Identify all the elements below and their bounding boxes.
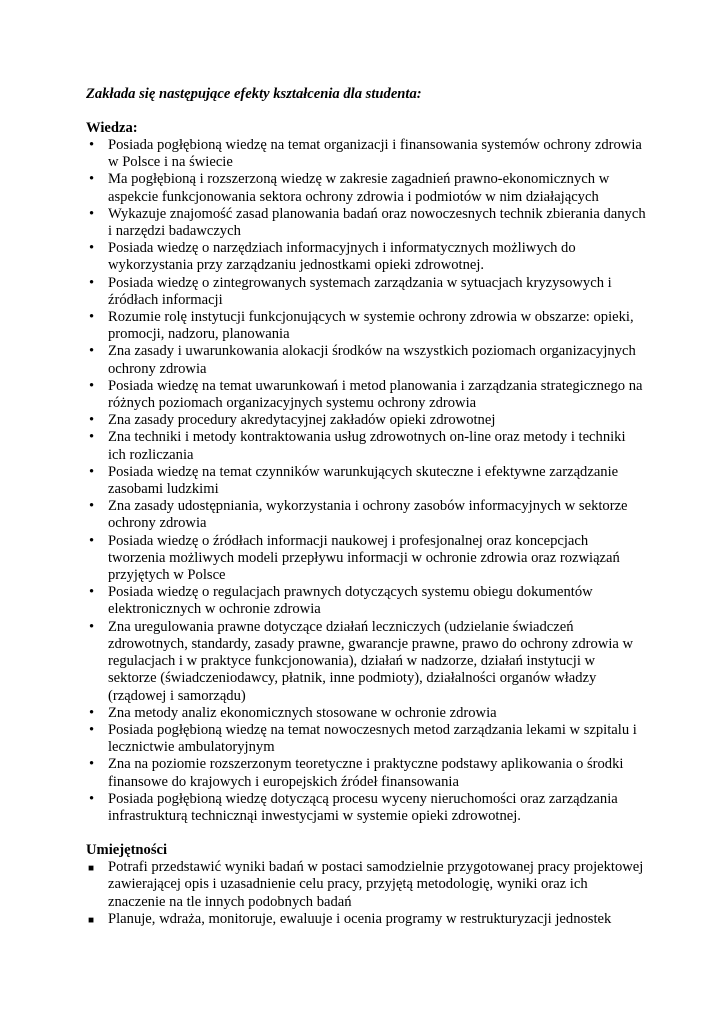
bullet-icon: • bbox=[89, 790, 95, 807]
umiejetnosci-list-item bbox=[86, 859, 646, 911]
bullet-icon: • bbox=[89, 274, 95, 291]
list-item-text: Posiada pogłębioną wiedzę dotyczącą procesu wyceny nieruchomości oraz zarządzania infrastrukturą technicznąi inwestycjami w systemie opieki zdrowotnej. bbox=[108, 790, 618, 824]
wiedza-list-item bbox=[86, 343, 646, 377]
umiejetnosci-list-item bbox=[86, 911, 646, 928]
wiedza-list-item bbox=[86, 722, 646, 756]
list-item-text: Posiada wiedzę o źródłach informacji naukowej i profesjonalnej oraz koncepcjach tworzenia możliwych modeli przepływu informacji w ochronie zdrowia oraz rozwiązań przyjętych w Polsce bbox=[108, 532, 620, 584]
intro-text: Zakłada się następujące efekty kształcenia dla studenta: bbox=[86, 86, 422, 102]
wiedza-list-item bbox=[86, 171, 646, 205]
wiedza-list-item bbox=[86, 584, 646, 618]
list-item-text: Posiada pogłębioną wiedzę na temat organizacji i finansowania systemów ochrony zdrowia w Polsce i na świecie bbox=[108, 137, 642, 171]
bullet-icon: • bbox=[89, 343, 95, 360]
list-item-text: Zna zasady procedury akredytacyjnej zakładów opieki zdrowotnej bbox=[108, 412, 496, 429]
bullet-icon: • bbox=[89, 498, 95, 515]
bullet-icon: ■ bbox=[88, 914, 95, 926]
list-item-text: Posiada wiedzę o zintegrowanych systemach zarządzania w sytuacjach kryzysowych i źródłach informacji bbox=[108, 274, 612, 308]
list-item-text: Posiada wiedzę na temat uwarunkowań i metod planowania i zarządzania strategicznego na różnych poziomach organizacyjnych systemu ochrony zdrowia bbox=[108, 377, 643, 412]
list-item-text: Posiada wiedzę o regulacjach prawnych dotyczących systemu obiegu dokumentów elektronicznych w ochronie zdrowia bbox=[108, 584, 593, 618]
document-page bbox=[86, 86, 646, 928]
wiedza-list-item bbox=[86, 464, 646, 498]
wiedza-list-item bbox=[86, 240, 646, 274]
list-item-text: Zna na poziomie rozszerzonym teoretyczne i praktyczne podstawy aplikowania o środki finansowe do krajowych i europejskich źródeł finansowania bbox=[108, 756, 624, 790]
wiedza-list-item bbox=[86, 137, 646, 171]
bullet-icon: • bbox=[89, 309, 95, 326]
wiedza-list-item bbox=[86, 412, 646, 429]
wiedza-list-item bbox=[86, 533, 646, 585]
bullet-icon: • bbox=[89, 532, 95, 549]
list-item-text: Planuje, wdraża, monitoruje, ewaluuje i ocenia programy w restrukturyzacji jednostek bbox=[108, 910, 612, 927]
bullet-icon: ■ bbox=[88, 863, 95, 875]
list-item-text: Zna metody analiz ekonomicznych stosowane w ochronie zdrowia bbox=[108, 704, 497, 721]
wiedza-list-item bbox=[86, 756, 646, 790]
bullet-icon: • bbox=[89, 240, 95, 257]
bullet-icon: • bbox=[89, 137, 95, 153]
list-item-text: Rozumie rolę instytucji funkcjonujących w systemie ochrony zdrowia w obszarze: opieki, promocji, nadzoru, planowania bbox=[108, 309, 634, 343]
wiedza-list-item bbox=[86, 619, 646, 705]
wiedza-list-item bbox=[86, 378, 646, 412]
bullet-icon: • bbox=[89, 756, 95, 773]
wiedza-list-item bbox=[86, 429, 646, 463]
bullet-icon: • bbox=[89, 721, 95, 738]
wiedza-list-item bbox=[86, 275, 646, 309]
bullet-icon: • bbox=[89, 171, 95, 188]
bullet-icon: • bbox=[89, 618, 95, 635]
list-item-text: Posiada wiedzę o narzędziach informacyjnych i informatycznych możliwych do wykorzystania przy zarządzaniu jednostkami opieki zdrowotnej. bbox=[108, 240, 576, 274]
umiejetnosci-list bbox=[86, 859, 646, 928]
list-item-text: Potrafi przedstawić wyniki badań w postaci samodzielnie przygotowanej pracy projektowej zawierającej opis i uzasadnienie celu pracy, przyjętą metodologię, wyniki oraz ich znaczenie na tle innych podobnych badań bbox=[108, 859, 644, 910]
list-item-text: Wykazuje znajomość zasad planowania badań oraz nowoczesnych technik zbierania danych i narzędzi badawczych bbox=[108, 205, 646, 240]
list-item-text: Zna zasady udostępniania, wykorzystania i ochrony zasobów informacyjnych w sektorze ochrony zdrowia bbox=[108, 498, 628, 532]
bullet-icon: • bbox=[89, 463, 95, 480]
bullet-icon: • bbox=[89, 412, 95, 429]
wiedza-list-item bbox=[86, 705, 646, 722]
bullet-icon: • bbox=[89, 429, 95, 446]
list-item-text: Zna techniki i metody kontraktowania usług zdrowotnych on-line oraz metody i techniki ich rozliczania bbox=[108, 429, 626, 463]
wiedza-list-item bbox=[86, 791, 646, 825]
list-item-text: Zna zasady i uwarunkowania alokacji środków na wszystkich poziomach organizacyjnych ochrony zdrowia bbox=[108, 343, 636, 377]
list-item-text: Posiada pogłębioną wiedzę na temat nowoczesnych metod zarządzania lekami w szpitalu i lecznictwie ambulatoryjnym bbox=[108, 721, 637, 756]
bullet-icon: • bbox=[89, 205, 95, 222]
section-gap bbox=[86, 825, 646, 842]
wiedza-list bbox=[86, 137, 646, 825]
list-item-text: Ma pogłębioną i rozszerzoną wiedzę w zakresie zagadnień prawno-ekonomicznych w aspekcie funkcjonowania sektora ochrony zdrowia i podmiotów w nim działających bbox=[108, 171, 610, 205]
list-item-text: Posiada wiedzę na temat czynników warunkujących skuteczne i efektywne zarządzanie zasobami ludzkimi bbox=[108, 463, 619, 498]
bullet-icon: • bbox=[89, 584, 95, 601]
wiedza-list-item bbox=[86, 309, 646, 343]
list-item-text: Zna uregulowania prawne dotyczące działań leczniczych (udzielanie świadczeń zdrowotnych, standardy, zasady prawne, gwarancje prawne, prawo do ochrony zdrowia w regulacjach i w praktyce funkcjonowania), działań w nadzorze, działań instytucji w sektorze (świadczeniodawcy, płatnik, inne podmioty), działalności organów władzy (rządowej i samorządu) bbox=[108, 618, 634, 704]
umiejetnosci-heading: Umiejętności bbox=[86, 842, 168, 859]
bullet-icon: • bbox=[89, 377, 95, 394]
wiedza-heading: Wiedza: bbox=[86, 120, 138, 136]
wiedza-list-item bbox=[86, 498, 646, 532]
bullet-icon: • bbox=[89, 704, 95, 721]
wiedza-list-item bbox=[86, 206, 646, 240]
